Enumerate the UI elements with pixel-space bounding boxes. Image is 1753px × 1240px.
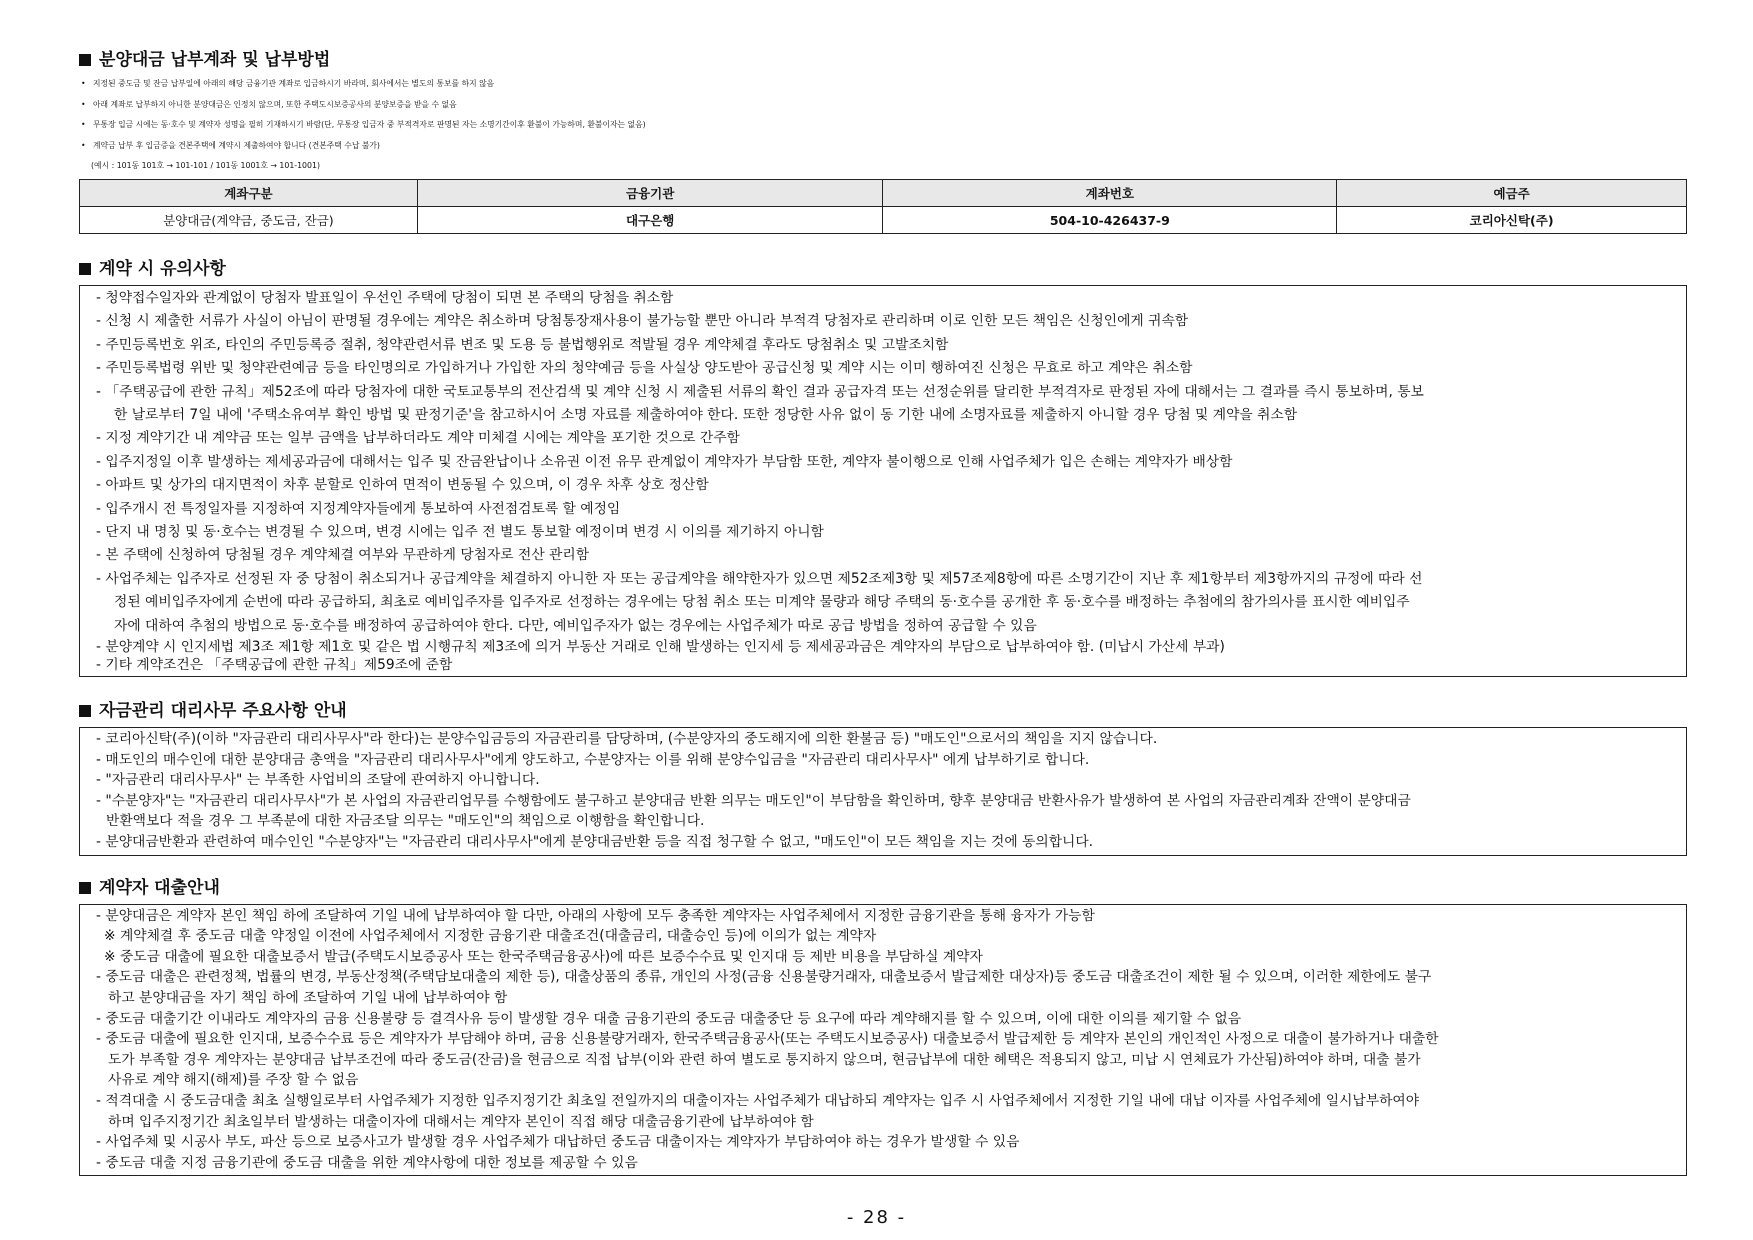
list-item: - 입주개시 전 특정일자를 지정하여 지정계약자들에게 통보하여 사전점검토록 할 예정임 [96,500,621,517]
list-item: - 사업주체는 입주자로 선정된 자 중 당첨이 취소되거나 공급계약을 체결하지 아니한 자 또는 공급계약을 해약한자가 있으면 제52조제3항 및 제57조제8항에 따른 소명기간이 지난 후 제1항부터 제3항까지의 규정에 따라 선 [96,570,1423,587]
example-note: (예시 : 101동 101호 → 101-101 / 101동 1001호 → 101-1001) [91,161,320,170]
section-heading-fund-management: 자금관리 대리사무 주요사항 안내 [79,699,1687,723]
list-item: - 적격대출 시 중도금대출 최초 실행일로부터 사업주체가 지정한 입주지정기간 최초일 전일까지의 대출이자는 사업주체가 대납하되 계약자는 입주 시 사업주체에서 지정한 기일 내에 대납 이자를 사업주체에 일시납부하여야 [96,1093,1420,1109]
table-cell: 대구은행 [417,207,883,234]
list-item: - 본 주택에 신청하여 당첨될 경우 계약체결 여부와 무관하게 당첨자로 전산 관리함 [96,547,590,564]
square-bullet-icon [79,882,91,894]
section-heading-payment: 분양대금 납부계좌 및 납부방법 [79,48,1687,72]
list-item: - 지정 계약기간 내 계약금 또는 일부 금액을 납부하더라도 계약 미체결 시에는 계약을 포기한 것으로 간주함 [96,430,740,447]
list-item: - 중도금 대출 지정 금융기관에 중도금 대출을 위한 계약사항에 대한 정보를 제공할 수 있음 [96,1154,638,1171]
list-item-continuation: 사유로 계약 해지(해제)를 주장 할 수 없음 [108,1072,359,1089]
page-number: - 28 - [846,1207,907,1228]
table-header-cell: 계좌번호 [883,180,1337,207]
list-item-continuation: 하며 입주지정기간 최초일부터 발생하는 대출이자에 대해서는 계약자 본인이 직접 해당 대출금융기관에 납부하여야 함 [108,1113,814,1130]
table-cell: 코리아신탁(주) [1337,207,1687,234]
list-item: - "자금관리 대리사무사" 는 부족한 사업비의 조달에 관여하지 아니합니다. [96,772,540,789]
account-table [79,179,1687,234]
list-item-continuation: 정된 예비입주자에게 순번에 따라 공급하되, 최초로 예비입주자를 입주자로 선정하는 경우에는 당첨 취소 또는 미계약 물량과 해당 주택의 동·호수를 공개한 후 동·호수를 배정하는 추첨에의 참가의사를 표시한 예비입주 [114,594,1410,611]
list-item: - 「주택공급에 관한 규칙」제52조에 따라 당첨자에 대한 국토교통부의 전산검색 및 계약 신청 시 제출된 서류의 확인 결과 공급자격 또는 선정순위를 달리한 부적격자로 판정된 자에 대해서는 그 결과를 즉시 통보하며, 통보 [96,383,1424,400]
section-heading-loan-guide: 계약자 대출안내 [79,876,1687,900]
square-bullet-icon [79,263,91,275]
list-item: - 중도금 대출은 관련정책, 법률의 변경, 부동산정책(주택담보대출의 제한 등), 대출상품의 종류, 개인의 사정(금융 신용불량거래자, 대출보증서 발급제한 대상자)등 중도금 대출조건이 제한 될 수 있으며, 이러한 제한에도 불구 [96,969,1432,986]
list-item: - 단지 내 명칭 및 동·호수는 변경될 수 있으며, 변경 시에는 입주 전 별도 통보할 예정이며 변경 시 이의를 제기하지 아니함 [96,524,824,541]
list-item-continuation: 한 날로부터 7일 내에 '주택소유여부 확인 방법 및 판정기준'을 참고하시어 소명 자료를 제출하여야 한다. 또한 정당한 사유 없이 동 기한 내에 소명자료를 제출하지 아니할 경우 당첨 및 계약을 취소함 [114,407,1298,424]
loan-guide-box [79,904,1687,1177]
list-item-continuation: 반환액보다 적을 경우 그 부족분에 대한 자금조달 의무는 "매도인"의 책임으로 이행함을 확인합니다. [106,813,705,830]
list-item: - 신청 시 제출한 서류가 사실이 아님이 판명될 경우에는 계약은 취소하며 당첨통장재사용이 불가능할 뿐만 아니라 부적격 당첨자로 관리하며 이로 인한 모든 책임은 신청인에게 귀속함 [96,313,1189,330]
list-item: - 주민등록법령 위반 및 청약관련예금 등을 타인명의로 가입하거나 가입한 자의 청약예금 등을 사실상 양도받아 공급신청 및 계약 시는 이미 행하여진 신청은 무효로 하고 계약은 취소함 [96,360,1193,377]
list-item: • 아래 계좌로 납부하지 아니한 분양대금은 인정치 않으며, 또한 주택도시보증공사의 분양보증을 받을 수 없음 [79,95,1687,116]
contract-notes-box [79,285,1687,677]
square-bullet-icon [79,54,91,66]
table-cell: 분양대금(계약금, 중도금, 잔금) [80,207,418,234]
list-item-note: ※ 중도금 대출에 필요한 대출보증서 발급(주택도시보증공사 또는 한국주택금융공사)에 따른 보증수수료 및 인지대 등 제반 비용을 부담하실 계약자 [104,948,983,965]
list-item: - 주민등록번호 위조, 타인의 주민등록증 절취, 청약관련서류 변조 및 도용 등 불법행위로 적발될 경우 계약체결 후라도 당첨취소 및 고발조치함 [96,336,949,353]
list-item: - 중도금 대출기간 이내라도 계약자의 금융 신용불량 등 결격사유 등이 발생할 경우 대출 금융기관의 중도금 대출중단 등 요구에 따라 계약해지를 할 수 있으며, 이에 대한 이의를 제기할 수 없음 [96,1010,1242,1027]
list-item-continuation: 하고 분양대금을 자기 책임 하에 조달하여 기일 내에 납부하여야 함 [108,990,508,1007]
table-header-row [80,180,1687,207]
table-cell: 504-10-426437-9 [883,207,1337,234]
list-item: - 분양계약 시 인지세법 제3조 제1항 제1호 및 같은 법 시행규칙 제3조에 의거 부동산 거래로 인해 발생하는 인지세 등 제세공과금은 계약자의 부담으로 납부하여야 함. (미납시 가산세 부과) [96,639,1225,656]
list-item: • 무통장 입금 시에는 동·호수 및 계약자 성명을 필히 기재하시기 바람(단, 무통장 입금자 중 부적격자로 판명된 자는 소명기간이후 환불이 가능하며, 환불이자는 없음) [79,115,1687,136]
payment-bullet-list [79,74,1687,156]
list-item: - 기타 계약조건은 「주택공급에 관한 규칙」제59조에 준함 [96,657,453,674]
table-header-cell: 금융기관 [417,180,883,207]
list-item: - 청약접수일자와 관계없이 당첨자 발표일이 우선인 주택에 당첨이 되면 본 주택의 당첨을 취소함 [96,290,674,306]
fund-management-box [79,727,1687,856]
list-item: - 코리아신탁(주)(이하 "자금관리 대리사무사"라 한다)는 분양수입금등의 자금관리를 담당하며, (수분양자의 중도해지에 의한 환불금 등) "매도인"으로서의 책임을 지지 않습니다. [96,731,1158,748]
list-item: • 계약금 납부 후 입금증을 견본주택에 계약시 제출하여야 합니다 (견본주택 수납 불가) [79,136,1687,157]
square-bullet-icon [79,705,91,717]
list-item-continuation: 도가 부족할 경우 계약자는 분양대금 납부조건에 따라 중도금(잔금)을 현금으로 직접 납부(이와 관련 하여 별도로 통지하지 않으며, 현금납부에 대한 혜택은 적용되지 않고, 미납 시 연체료가 가산됨)하여야 하며, 대출 불가 [108,1051,1421,1068]
list-item: - 사업주체 및 시공사 부도, 파산 등으로 보증사고가 발생할 경우 사업주체가 대납하던 중도금 대출이자는 계약자가 부담하여야 하는 경우가 발생할 수 있음 [96,1134,1020,1151]
list-item: - 아파트 및 상가의 대지면적이 차후 분할로 인하여 면적이 변동될 수 있으며, 이 경우 차후 상호 정산함 [96,477,709,494]
list-item: - 분양대금은 계약자 본인 책임 하에 조달하여 기일 내에 납부하여야 할 다만, 아래의 사항에 모두 충족한 계약자는 사업주체에서 지정한 금융기관을 통해 융자가 가능함 [96,907,1095,924]
list-item: - 매도인의 매수인에 대한 분양대금 총액을 "자금관리 대리사무사"에게 양도하고, 수분양자는 이를 위해 분양수입금을 "자금관리 대리사무사" 에게 납부하기로 합니다. [96,751,1090,768]
document-page [79,48,1687,1176]
table-header-cell: 예금주 [1337,180,1687,207]
table-header-cell: 계좌구분 [80,180,418,207]
list-item-note: ※ 계약체결 후 중도금 대출 약정일 이전에 사업주체에서 지정한 금융기관 대출조건(대출금리, 대출승인 등)에 이의가 없는 계약자 [104,928,877,945]
list-item: • 지정된 중도금 및 잔금 납부일에 아래의 해당 금융기관 계좌로 입금하시기 바라며, 회사에서는 별도의 통보를 하지 않음 [79,74,1687,95]
list-item: - 분양대금반환과 관련하여 매수인인 "수분양자"는 "자금관리 대리사무사"에게 분양대금반환 등을 직접 청구할 수 없고, "매도인"이 모든 책임을 지는 것에 동의합니다. [96,834,1094,851]
list-item: - "수분양자"는 "자금관리 대리사무사"가 본 사업의 자금관리업무를 수행함에도 불구하고 분양대금 반환 의무는 매도인"이 부담함을 확인하며, 향후 분양대금 반환사유가 발생하여 본 사업의 자금관리계좌 잔액이 분양대금 [96,792,1411,809]
section-heading-contract-notes: 계약 시 유의사항 [79,257,1687,281]
list-item: - 중도금 대출에 필요한 인지대, 보증수수료 등은 계약자가 부담해야 하며, 금융 신용불량거래자, 한국주택금융공사(또는 주택도시보증공사) 대출보증서 발급제한 등 계약자 본인의 개인적인 사정으로 대출이 불가하거나 대출한 [96,1031,1439,1048]
list-item-continuation: 자에 대하여 추첨의 방법으로 동·호수를 배정하여 공급하여야 한다. 다만, 예비입주자가 없는 경우에는 사업주체가 따로 공급 방법을 정하여 공급할 수 있음 [114,617,1037,634]
table-row [80,207,1687,234]
list-item: - 입주지정일 이후 발생하는 제세공과금에 대해서는 입주 및 잔금완납이나 소유권 이전 유무 관계없이 계약자가 부담함 또한, 계약자 불이행으로 인해 사업주체가 입은 손해는 계약자가 배상함 [96,453,1233,470]
